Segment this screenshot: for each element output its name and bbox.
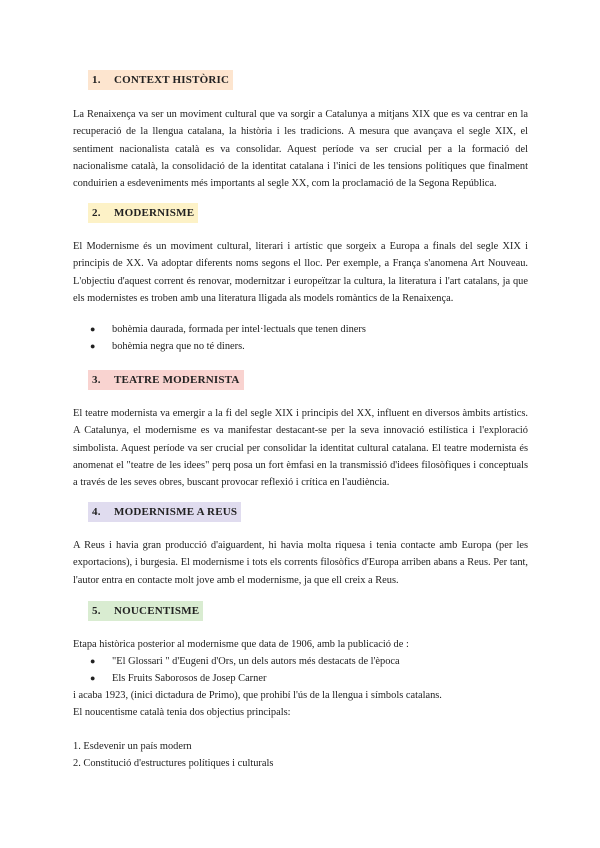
section-1-paragraph: La Renaixença va ser un moviment cultural que va sorgir a Catalunya a mitjans XIX que es va centrar en la recuperació de la llengua catalana, la història i les tradicions. A mesura que avançava el segle XIX, el sentiment nacionalista català es va consolidar. Aquest període va ser crucial per a la formació del nacionalisme català, la consolidació de la identitat catalana i l'inici de les tensions polítiques que finalment conduirien a esdeveniments més importants al segle XX, com la proclamació de la Segona República. [73, 109, 528, 190]
section-2-bullet-list [90, 321, 366, 356]
section-3-title: TEATRE MODERNISTA [114, 374, 240, 386]
section-2-title: MODERNISME [114, 207, 195, 219]
section-5-number: 5. [92, 605, 101, 617]
section-5-title: NOUCENTISME [114, 605, 200, 617]
section-3-paragraph: El teatre modernista va emergir a la fi del segle XIX i principis del XX, influent en diversos àmbits artístics. A Catalunya, el modernisme es va manifestar destacant-se per la seva innovació estilística i l'exploració simbolista. Aquest període va ser crucial per consolidar la identitat cultural catalana. El teatre modernista és anomenat el "teatre de les idees" perq posa un fort èmfasi en la transmissió d'idees filosòfiques i conceptuals a través de les seves obres, buscant provocar reflexió i crítica en l'audiència. [73, 408, 528, 489]
section-2-heading [88, 203, 198, 223]
bullet-icon: ● [90, 673, 96, 684]
section-5-bullet-list [90, 653, 400, 688]
bullet-icon: ● [90, 324, 96, 334]
section-1-heading [88, 70, 233, 90]
section-4-title: MODERNISME A REUS [114, 506, 238, 518]
list-item: ● Els Fruits Saborosos de Josep Carner [90, 670, 400, 687]
numbered-item-1: 1. Esdevenir un país modern [73, 741, 192, 752]
section-2-number: 2. [92, 207, 101, 219]
section-3-heading [88, 370, 244, 390]
list-item: ● bohèmia daurada, formada per intel·lectuals que tenen diners [90, 321, 366, 338]
section-5-heading [88, 601, 203, 621]
section-4-number: 4. [92, 506, 101, 518]
section-2-paragraph: El Modernisme és un moviment cultural, literari i artístic que sorgeix a Europa a finals del segle XIX i principis de XX. Va adoptar diferents noms segons el lloc. Per exemple, a França s'anomena Art Nouveau. L'objectiu d'aquest corrent és renovar, modernitzar i europeïtzar la cultura, la literatura i l'art catalans, ja que els modernistes es troben amb una literatura lligada als models romàntics de la Renaixença. [73, 241, 528, 304]
section-5-line-1: i acaba 1923, (inici dictadura de Primo), que prohibí l'ús de la llengua i símbols catalans. [73, 690, 442, 701]
list-item: ● bohèmia negra que no té diners. [90, 338, 366, 355]
section-4-paragraph: A Reus i havia gran producció d'aiguardent, hi havia molta riquesa i tenia contacte amb Europa (per les exportacions), i burgesia. El modernisme i tots els corrents filosòfics d'Europa arriben abans a Reus. Per tant, l'autor entra en contacte molt jove amb el modernisme, ja que ell creix a Reus. [73, 540, 528, 586]
bullet-icon: ● [90, 656, 96, 666]
section-1-number: 1. [92, 74, 101, 86]
bullet-icon: ● [90, 341, 96, 352]
section-3-number: 3. [92, 374, 101, 386]
section-5-line-2: El noucentisme català tenia dos objectius principals: [73, 707, 291, 718]
section-1-title: CONTEXT HISTÒRIC [114, 74, 230, 86]
section-5-intro: Etapa històrica posterior al modernisme que data de 1906, amb la publicació de : [73, 639, 409, 650]
numbered-item-2: 2. Constitució d'estructures polítiques i culturals [73, 758, 274, 769]
list-item: ● "El Glossari " d'Eugeni d'Ors, un dels autors més destacats de l'època [90, 653, 400, 670]
section-4-heading [88, 502, 241, 522]
